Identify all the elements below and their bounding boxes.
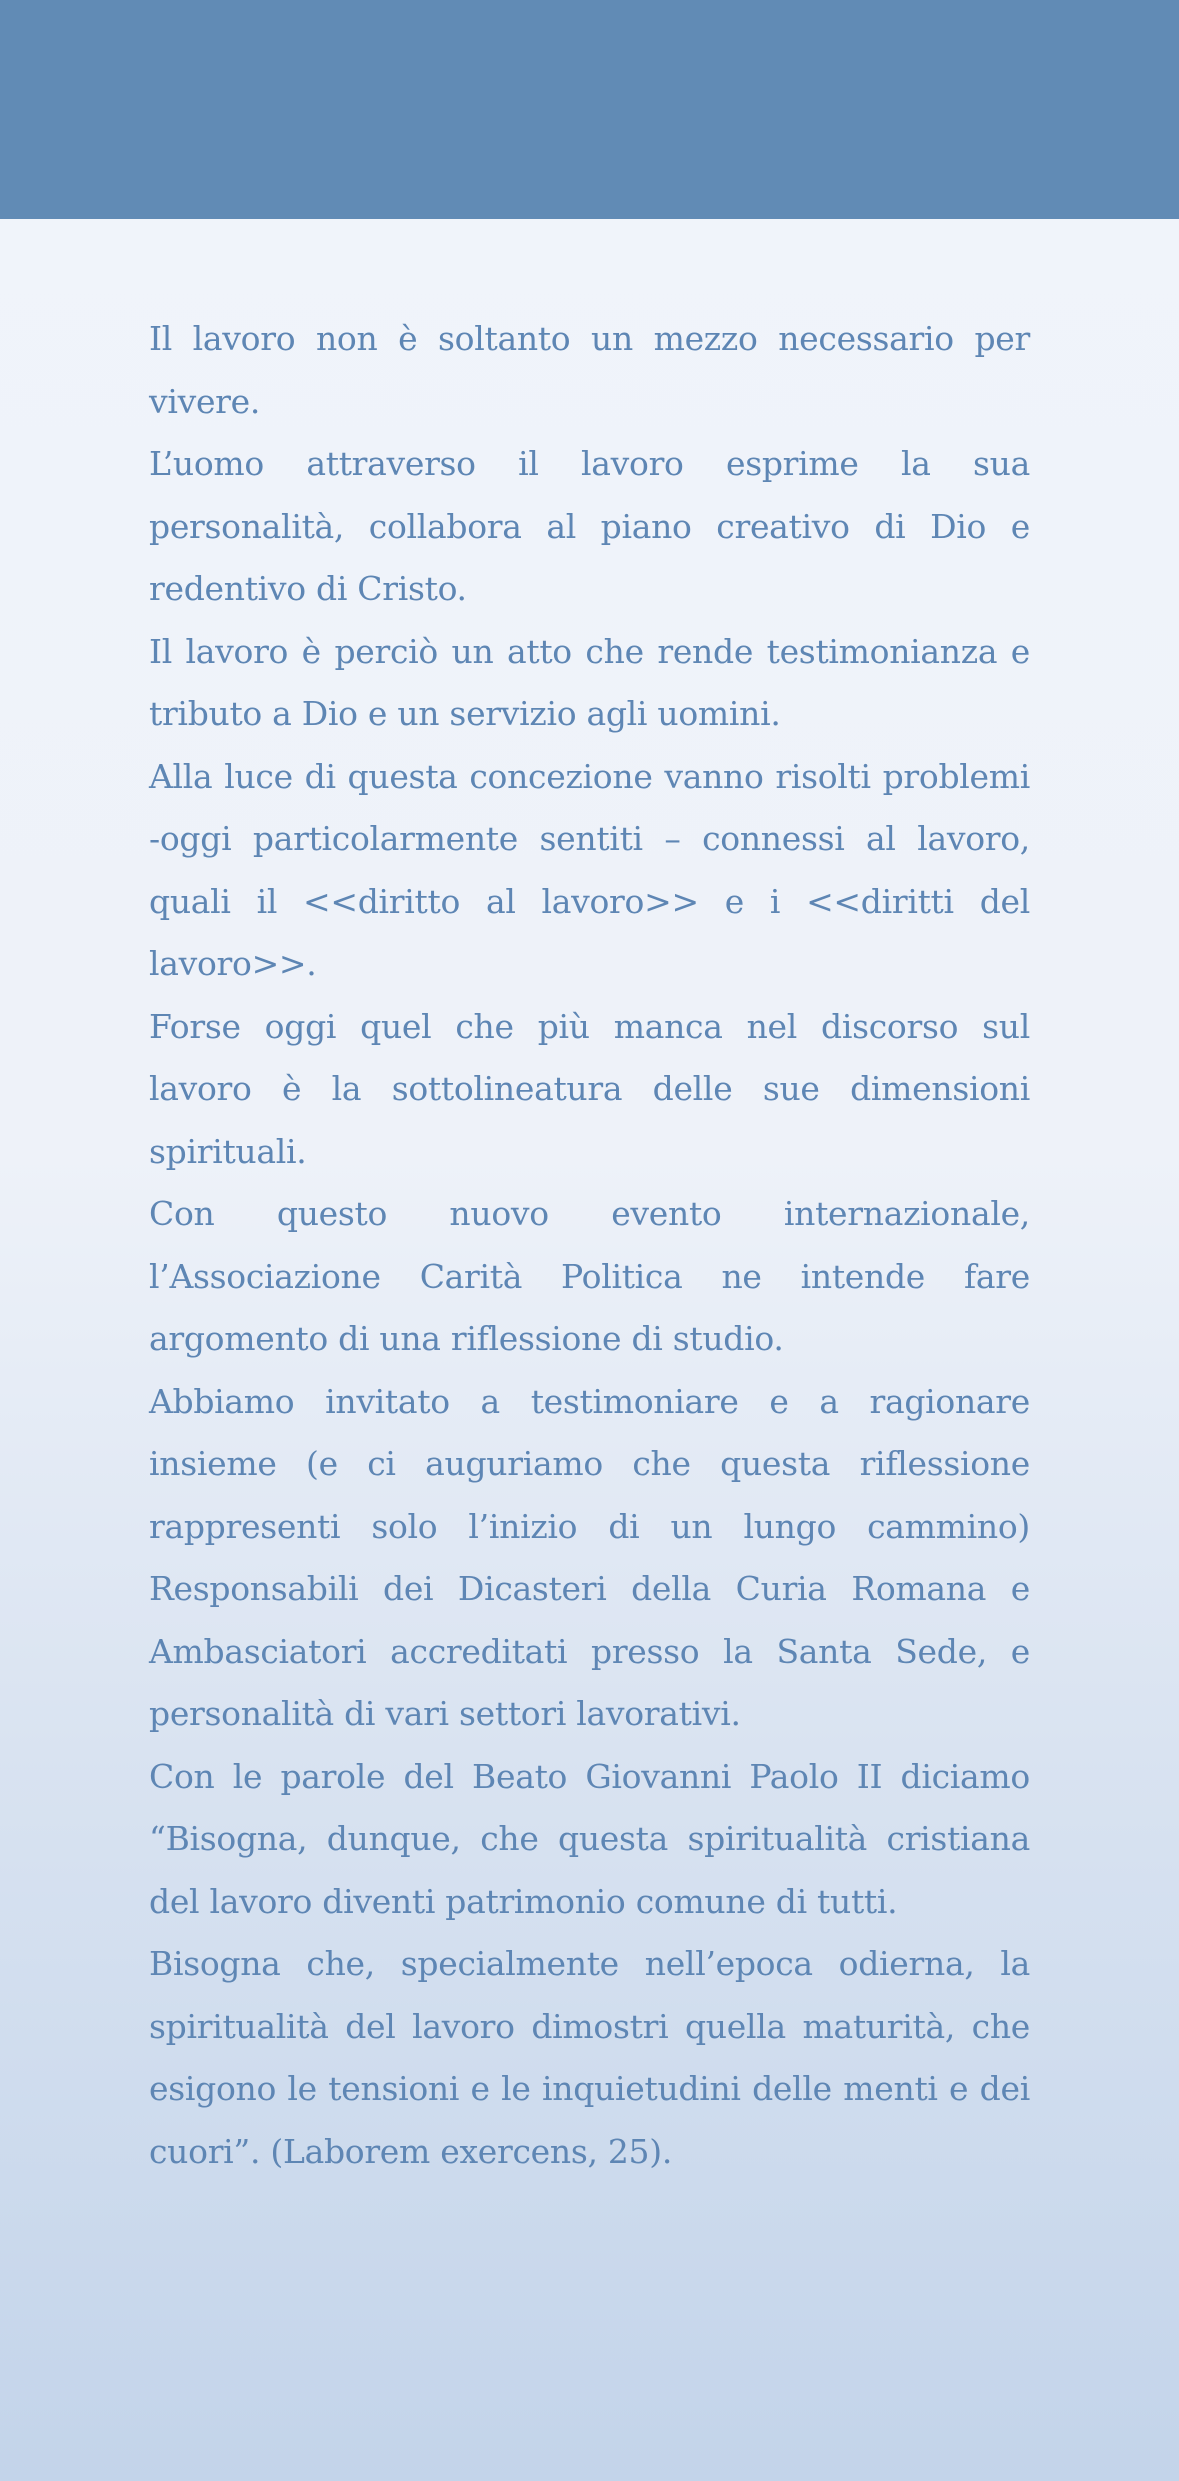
- body-text: [149, 308, 1030, 2183]
- paragraph-8: Con le parole del Beato Giovanni Paolo II diciamo “Bisogna, dunque, che questa spiritualità cristiana del lavoro diventi patrimonio comune di tutti.: [149, 1756, 1030, 1921]
- header-band: [0, 0, 1179, 219]
- paragraph-6: Con questo nuovo evento internazionale, l’Associazione Carità Politica ne intende fare argomento di una riflessione di studio.: [149, 1194, 1030, 1358]
- paragraph-9: Bisogna che, specialmente nell’epoca odierna, la spiritualità del lavoro dimostri quella maturità, che esigono le tensioni e le inquietudini delle menti e dei cuori”. (Laborem exercens, 25).: [149, 1944, 1030, 2171]
- paragraph-7: Abbiamo invitato a testimoniare e a ragionare insieme (e ci auguriamo che questa riflessione rappresenti solo l’inizio di un lungo cammino) Responsabili dei Dicasteri della Curia Romana e Ambasciatori accreditati presso la Santa Sede, e personalità di vari settori lavorativi.: [149, 1381, 1030, 1733]
- paragraph-2: L’uomo attraverso il lavoro esprime la sua personalità, collabora al piano creativo di Dio e redentivo di Cristo.: [149, 444, 1030, 608]
- paragraph-5: Forse oggi quel che più manca nel discorso sul lavoro è la sottolineatura delle sue dimensioni spirituali.: [149, 1006, 1030, 1171]
- paragraph-3: Il lavoro è perciò un atto che rende testimonianza e tributo a Dio e un servizio agli uomini.: [149, 631, 1030, 733]
- paragraph-4: Alla luce di questa concezione vanno risolti problemi -oggi particolarmente sentiti – connessi al lavoro, quali il <<diritto al lavoro>> e i <<diritti del lavoro>>.: [149, 756, 1030, 983]
- paragraph-1: Il lavoro non è soltanto un mezzo necessario per vivere.: [149, 319, 1030, 421]
